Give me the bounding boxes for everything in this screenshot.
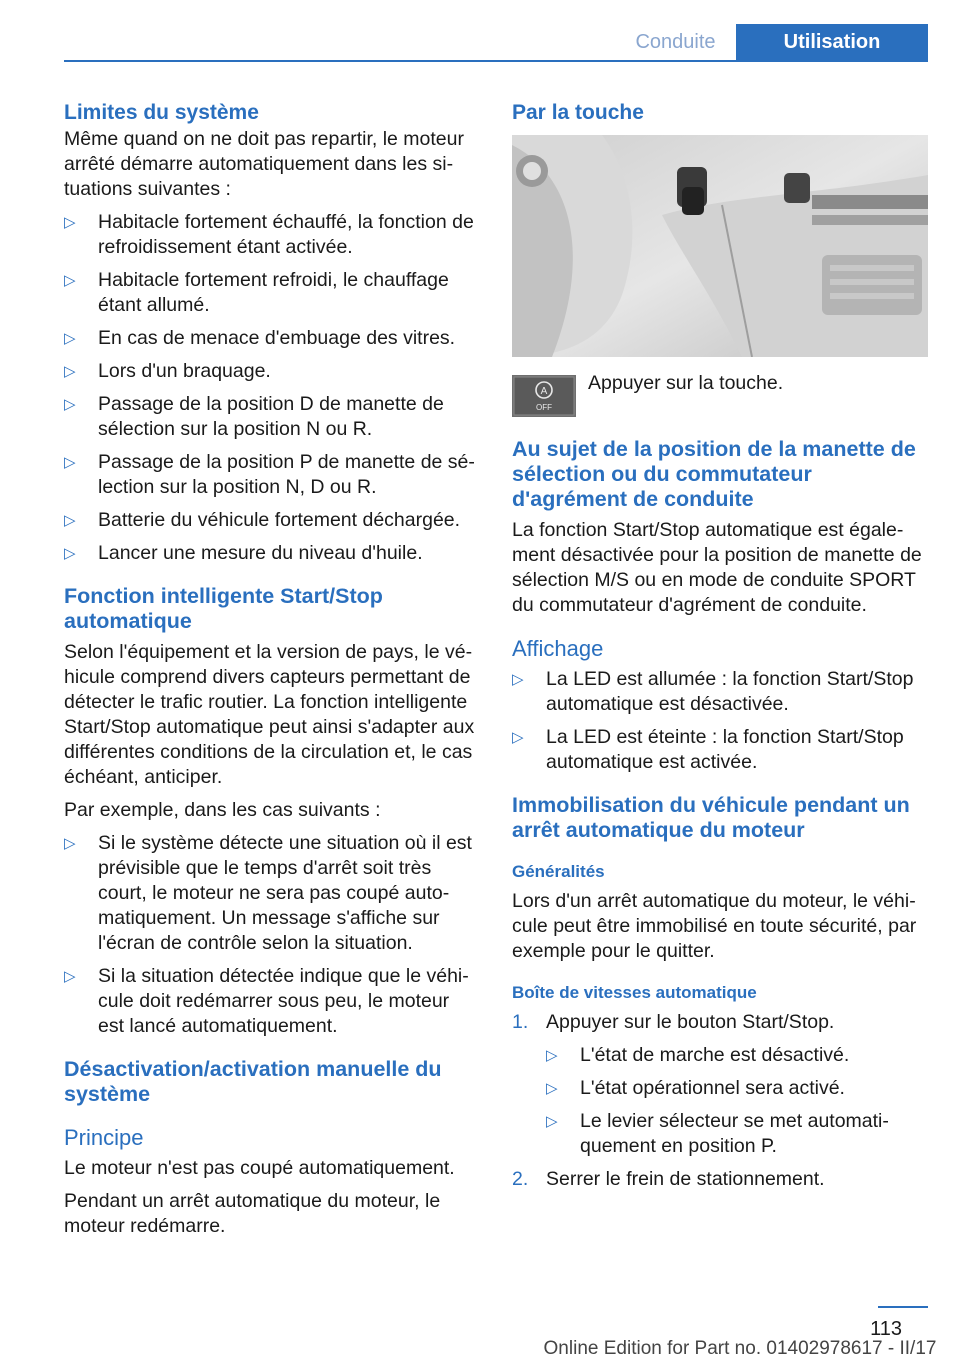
principe-paragraph-1: Le moteur n'est pas coupé automatiquement.: [64, 1157, 455, 1179]
affichage-list: [512, 667, 928, 775]
tab-utilisation[interactable]: Utilisation: [736, 24, 928, 60]
list-item: ▷ Si le système détecte une situation où il est prévisible que le temps d'arrêt soit très court, le moteur ne sera pas coupé automatiquement. Un message s'affiche sur l'écran de contrôle selon la situation.: [64, 832, 472, 954]
triangle-bullet-icon: ▷: [64, 454, 76, 471]
limites-heading: Limites du système: [64, 101, 259, 124]
list-item: ▷ L'état opérationnel sera activé.: [546, 1077, 845, 1099]
immobilisation-heading: Immobilisation du véhicule pendant un arrêt automatique du moteur: [512, 793, 910, 842]
triangle-bullet-icon: ▷: [64, 272, 76, 289]
list-item: ▷ Lors d'un braquage.: [64, 360, 271, 382]
step-number: 2.: [512, 1168, 529, 1190]
triangle-bullet-icon: ▷: [546, 1113, 558, 1130]
step-text: Appuyer sur le bouton Start/Stop.: [546, 1011, 835, 1033]
generalites-paragraph: Lors d'un arrêt automatique du moteur, le véhicule peut être immobilisé en toute sécurité, par exemple pour le quitter.: [512, 890, 917, 962]
principe-heading: Principe: [64, 1125, 144, 1150]
boite-heading: Boîte de vitesses automatique: [512, 983, 757, 1002]
triangle-bullet-icon: ▷: [64, 330, 76, 347]
triangle-bullet-icon: ▷: [512, 671, 524, 688]
list-item: ▷ La LED est éteinte : la fonction Start/Stop automatique est activée.: [512, 726, 904, 773]
step-text: Serrer le frein de stationnement.: [546, 1168, 825, 1190]
triangle-bullet-icon: ▷: [64, 968, 76, 985]
list-item: ▷ Habitacle fortement refroidi, le chauffage étant allumé.: [64, 269, 449, 316]
intelligent-heading: Fonction intelligente Start/Stop automatique: [64, 584, 383, 633]
intelligent-examples-intro: Par exemple, dans les cas suivants :: [64, 799, 381, 821]
list-item: ▷ L'état de marche est désactivé.: [546, 1044, 850, 1066]
tab-conduite[interactable]: Conduite: [635, 31, 716, 53]
step-number: 1.: [512, 1011, 529, 1033]
header-divider: [64, 60, 928, 62]
generalites-heading: Généralités: [512, 862, 605, 881]
steps-list: [512, 1010, 928, 1192]
intelligent-paragraph: Selon l'équipement et la version de pays, le véhicule comprend divers capteurs permettant de détecter le trafic routier. La fonction intelligente Start/Stop automatique peut ainsi s'adapter aux différentes conditions de la circulation et, le cas échéant, anticiper.: [64, 641, 475, 788]
step-2: [512, 1167, 928, 1192]
selection-lever-heading: Au sujet de la position de la manette de sélection ou du commutateur d'agrément de conduite: [512, 437, 916, 511]
list-item: ▷ Lancer une mesure du niveau d'huile.: [64, 542, 423, 564]
list-item: ▷ La LED est allumée : la fonction Start/Stop automatique est désactivée.: [512, 668, 914, 715]
affichage-heading: Affichage: [512, 636, 604, 661]
right-column: [512, 100, 928, 1200]
dashboard-photo: [512, 135, 928, 357]
triangle-bullet-icon: ▷: [546, 1047, 558, 1064]
triangle-bullet-icon: ▷: [64, 512, 76, 529]
footer-divider: [878, 1306, 928, 1308]
principe-paragraph-2: Pendant un arrêt automatique du moteur, le moteur redémarre.: [64, 1190, 441, 1237]
list-item: ▷ En cas de menace d'embuage des vitres.: [64, 327, 456, 349]
manual-deactivation-heading: Désactivation/activation manuelle du système: [64, 1057, 442, 1106]
triangle-bullet-icon: ▷: [64, 835, 76, 852]
limites-list: [64, 210, 480, 566]
triangle-bullet-icon: ▷: [64, 396, 76, 413]
list-item: ▷ Si la situation détectée indique que le véhicule doit redémarrer sous peu, le moteur est lancé automatiquement.: [64, 965, 469, 1037]
selection-lever-paragraph: La fonction Start/Stop automatique est également désactivée pour la position de manette de sélection M/S ou en mode de conduite SPORT du commutateur d'agrément de conduite.: [512, 519, 922, 616]
start-stop-off-button-icon: [512, 375, 576, 417]
page-number: 113: [870, 1318, 902, 1340]
button-instruction-row: [512, 372, 928, 419]
touche-heading: Par la touche: [512, 101, 644, 124]
list-item: ▷ Passage de la position P de manette de sélection sur la position N, D ou R.: [64, 451, 475, 498]
list-item: ▷ Le levier sélecteur se met automatiquement en position P.: [546, 1110, 889, 1157]
triangle-bullet-icon: ▷: [64, 545, 76, 562]
press-button-text: Appuyer sur la touche.: [588, 372, 784, 394]
step-1-sublist: [546, 1043, 928, 1159]
list-item: ▷ Batterie du véhicule fortement déchargée.: [64, 509, 461, 531]
page-header: [0, 0, 960, 62]
list-item: ▷ Habitacle fortement échauffé, la fonction de refroidissement étant activée.: [64, 211, 474, 258]
list-item: ▷ Passage de la position D de manette de sélection sur la position N ou R.: [64, 393, 444, 440]
edition-footer: Online Edition for Part no. 01402978617 - II/17: [543, 1338, 937, 1359]
triangle-bullet-icon: ▷: [64, 363, 76, 380]
intelligent-list: [64, 831, 480, 1039]
limites-intro: Même quand on ne doit pas repartir, le moteur arrêté démarre automatiquement dans les situations suivantes :: [64, 128, 464, 200]
triangle-bullet-icon: ▷: [512, 729, 524, 746]
left-column: [64, 100, 480, 1247]
svg-text:A: A: [540, 386, 548, 397]
svg-text:OFF: OFF: [536, 403, 552, 412]
triangle-bullet-icon: ▷: [546, 1080, 558, 1097]
triangle-bullet-icon: ▷: [64, 214, 76, 231]
step-1: [512, 1010, 928, 1159]
